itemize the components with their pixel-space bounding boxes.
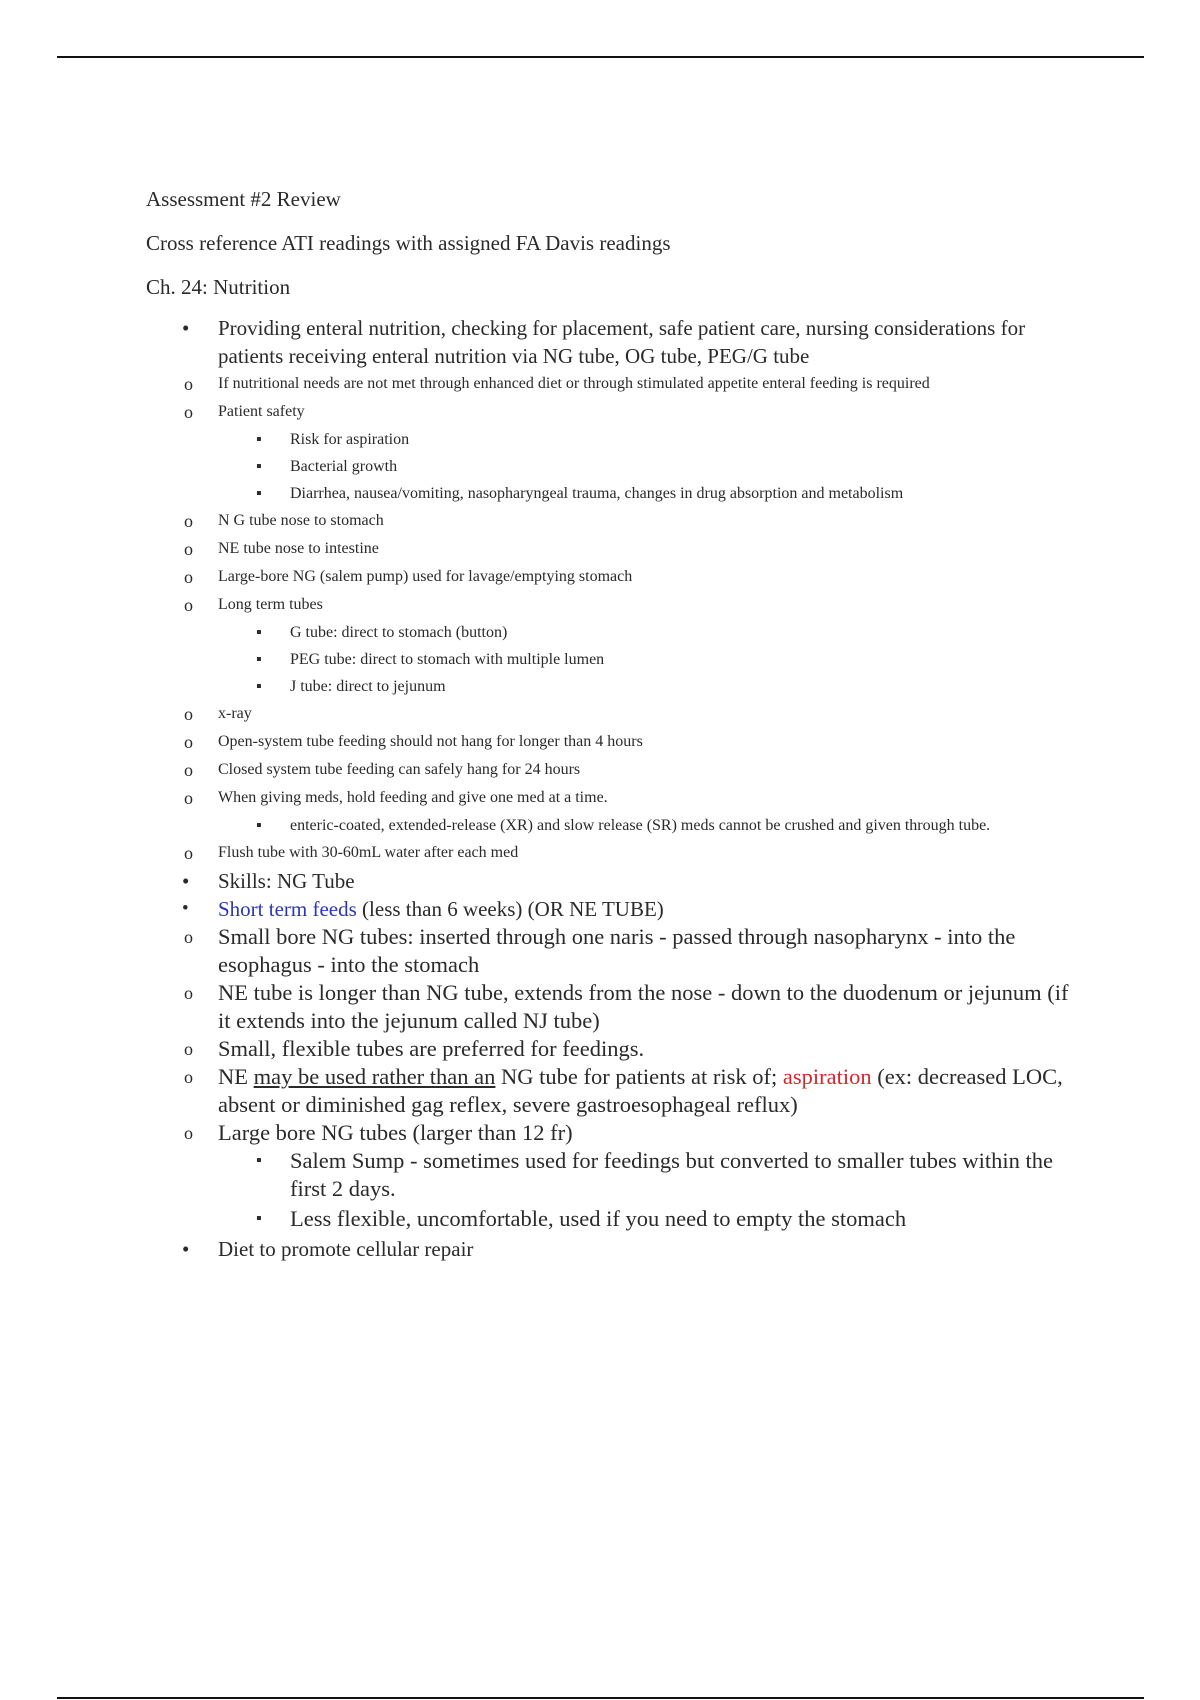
list-item: ▪ Risk for aspiration bbox=[74, 426, 1086, 453]
main-bullet-list bbox=[146, 1235, 1086, 1263]
circle-marker: o bbox=[184, 983, 193, 1003]
circle-marker: o bbox=[184, 1123, 193, 1143]
square-marker: ▪ bbox=[256, 1210, 262, 1227]
sub-bullet-list bbox=[74, 370, 1086, 426]
list-item: ▪ G tube: direct to stomach (button) bbox=[74, 619, 1086, 646]
square-marker: ▪ bbox=[256, 651, 262, 668]
list-item: o Small, flexible tubes are preferred for feedings. bbox=[184, 1036, 645, 1061]
sub-sub-bullet-list bbox=[74, 619, 1086, 700]
sub-sub-bullet-list bbox=[74, 426, 1086, 507]
square-marker: ▪ bbox=[256, 1152, 262, 1169]
bullet-text: Diet to promote cellular repair bbox=[218, 1237, 474, 1261]
circle-marker: o bbox=[184, 704, 193, 724]
doc-subtitle: Cross reference ATI readings with assigned FA Davis readings bbox=[146, 231, 671, 255]
circle-marker: o bbox=[184, 402, 193, 422]
circle-marker: o bbox=[184, 927, 193, 947]
list-item: o When giving meds, hold feeding and give one med at a time. bbox=[74, 784, 1086, 812]
bullet-marker: • bbox=[182, 1237, 190, 1261]
list-item: o Open-system tube feeding should not hang for longer than 4 hours bbox=[74, 728, 1086, 756]
list-item: o Patient safety bbox=[74, 398, 1086, 426]
list-item: o x-ray bbox=[74, 700, 1086, 728]
short-term-feeds-link[interactable]: Short term feeds bbox=[218, 897, 357, 921]
circle-marker: o bbox=[184, 539, 193, 559]
sub-bullet-list bbox=[74, 700, 1086, 812]
list-item: o Large bore NG tubes (larger than 12 fr) bbox=[184, 1120, 573, 1145]
aspiration-highlight: aspiration bbox=[782, 1064, 872, 1089]
circle-marker: o bbox=[184, 1039, 193, 1059]
list-item: o Small bore NG tubes: inserted through one naris - passed through nasopharynx - into the esophagus - into the stomach bbox=[184, 924, 1016, 977]
list-item: o NE tube is longer than NG tube, extends from the nose - down to the duodenum or jejunum (if it extends into the jejunum called NJ tube) bbox=[184, 980, 1069, 1033]
bullet-marker: • bbox=[182, 869, 190, 893]
square-marker: ▪ bbox=[256, 624, 262, 641]
list-item: ▪ Less flexible, uncomfortable, used if you need to empty the stomach bbox=[74, 1203, 1086, 1235]
square-marker: ▪ bbox=[256, 817, 262, 834]
list-item bbox=[146, 867, 1086, 895]
circle-marker: o bbox=[184, 511, 193, 531]
bullet-text: Skills: NG Tube bbox=[218, 869, 355, 893]
list-item: ▪ Bacterial growth bbox=[74, 453, 1086, 480]
list-item: o If nutritional needs are not met through enhanced diet or through stimulated appetite enteral feeding is required bbox=[74, 370, 1086, 398]
circle-marker: o bbox=[184, 732, 193, 752]
list-item: ▪ PEG tube: direct to stomach with multiple lumen bbox=[74, 646, 1086, 673]
document-body bbox=[146, 186, 1086, 1263]
doc-title: Assessment #2 Review bbox=[146, 187, 341, 211]
header-rule bbox=[57, 56, 1144, 58]
circle-marker: o bbox=[184, 595, 193, 615]
sub-sub-bullet-list bbox=[74, 812, 1086, 839]
circle-marker: o bbox=[184, 788, 193, 808]
sub-sub-bullet-list bbox=[74, 1147, 1086, 1235]
list-item bbox=[146, 1235, 1086, 1263]
list-item: o Large-bore NG (salem pump) used for lavage/emptying stomach bbox=[74, 563, 1086, 591]
list-item: ▪ enteric-coated, extended-release (XR) and slow release (SR) meds cannot be crushed and given through tube. bbox=[74, 812, 1086, 839]
list-item bbox=[146, 314, 1086, 370]
main-bullet-list bbox=[146, 314, 1086, 370]
list-item: ▪ Salem Sump - sometimes used for feedings but converted to smaller tubes within the first 2 days. bbox=[256, 1148, 1053, 1201]
bullet-text: Providing enteral nutrition, checking for placement, safe patient care, nursing considerations for patients receiving enteral nutrition via NG tube, OG tube, PEG/G tube bbox=[218, 316, 1026, 368]
circle-marker: o bbox=[184, 843, 193, 863]
footer-rule bbox=[57, 1697, 1144, 1699]
list-item: o N G tube nose to stomach bbox=[74, 507, 1086, 535]
circle-marker: o bbox=[184, 567, 193, 587]
circle-marker: o bbox=[184, 1067, 193, 1087]
list-item: o Flush tube with 30-60mL water after each med bbox=[74, 839, 1086, 867]
bullet-marker: • bbox=[182, 316, 190, 340]
list-item: ▪ J tube: direct to jejunum bbox=[74, 673, 1086, 700]
list-item: • Short term feeds (less than 6 weeks) (OR NE TUBE) bbox=[182, 897, 664, 921]
sub-bullet-list bbox=[74, 839, 1086, 867]
square-marker: ▪ bbox=[256, 485, 262, 502]
list-item: o Closed system tube feeding can safely hang for 24 hours bbox=[74, 756, 1086, 784]
circle-marker: o bbox=[184, 760, 193, 780]
chapter-heading: Ch. 24: Nutrition bbox=[146, 275, 291, 299]
square-marker: ▪ bbox=[256, 678, 262, 695]
square-marker: ▪ bbox=[256, 458, 262, 475]
sub-bullet-list bbox=[74, 507, 1086, 619]
sub-bullet-list bbox=[74, 923, 1086, 1147]
circle-marker: o bbox=[184, 374, 193, 394]
main-bullet-list bbox=[146, 867, 1086, 923]
list-item: ▪ Diarrhea, nausea/vomiting, nasopharyngeal trauma, changes in drug absorption and metabolism bbox=[74, 480, 1086, 507]
list-item: o Long term tubes bbox=[74, 591, 1086, 619]
list-item: o NE tube nose to intestine bbox=[74, 535, 1086, 563]
square-marker: ▪ bbox=[256, 431, 262, 448]
list-item: o NE may be used rather than an NG tube for patients at risk of; aspiration (ex: decreased LOC, absent or diminished gag reflex, severe gastroesophageal reflux) bbox=[184, 1064, 1063, 1117]
bullet-marker: • bbox=[182, 898, 189, 919]
underlined-text: may be used rather than an bbox=[253, 1064, 496, 1089]
